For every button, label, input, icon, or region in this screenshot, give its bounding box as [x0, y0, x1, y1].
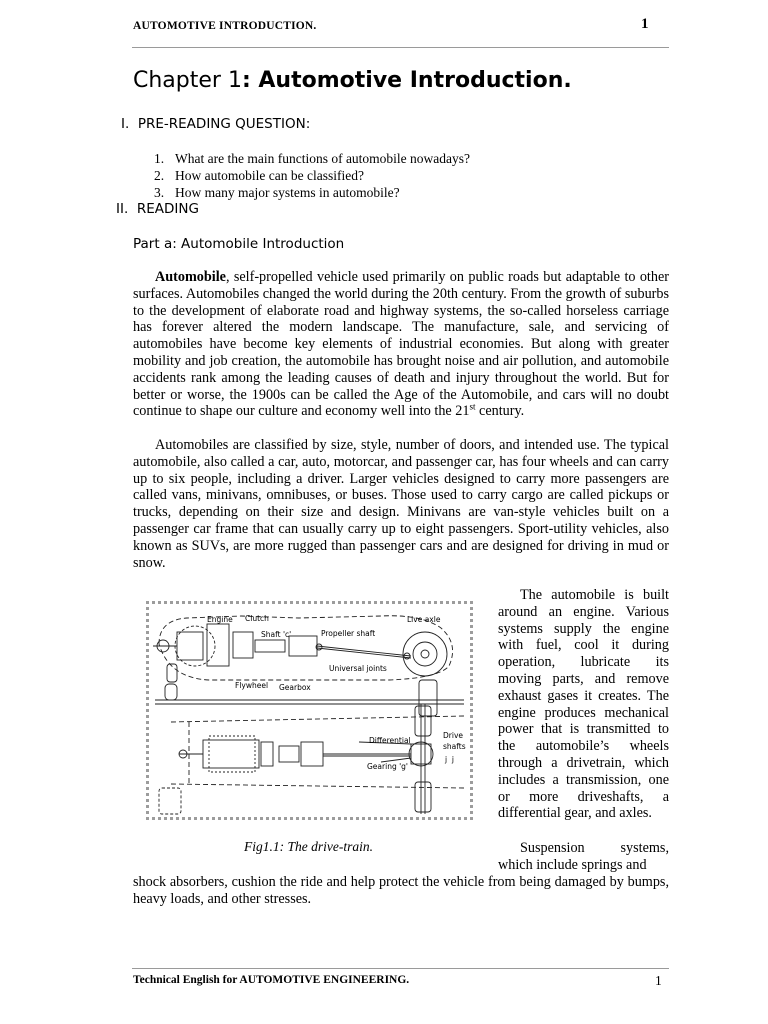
list-item-number: 1.	[154, 151, 165, 166]
section-heading-reading: II. READING	[116, 201, 199, 217]
paragraph-classification	[133, 437, 669, 571]
footer-page-number: 1	[655, 973, 662, 988]
list-item	[154, 167, 470, 184]
label-jj: j j	[445, 755, 454, 764]
label-drive: Drive	[443, 731, 463, 740]
label-universal-joints: Universal joints	[329, 664, 387, 673]
running-header-page-number: 1	[641, 16, 649, 32]
subsection-heading-part-a: Part a: Automobile Introduction	[133, 236, 345, 252]
paragraph-automobile-definition	[133, 269, 669, 420]
chapter-title	[133, 68, 572, 93]
question-list	[154, 150, 470, 201]
label-gearbox: Gearbox	[279, 683, 311, 692]
paragraph-text-end: century.	[475, 403, 525, 420]
chapter-title-prefix: Chapter 1	[133, 68, 242, 93]
paragraph-text: , self-propelled vehicle used primarily on public roads but adaptable to other surfaces. Automobiles changed the world during the 20th century. From the growth of suburbs to the development of elaborate road and highway systems, the so-called horseless carriage has forever altered the modern landscape. The manufacture, sale, and servicing of automobiles have become key elements of industrial economies. But along with greater mobility and job creation, the automobile has brought noise and air pollution, and automobile accidents rank among the leading causes of death and injury throughout the world. But for better or worse, the 1900s can be called the Age of the Automobile, and cars will no doubt continue to shape our culture and economy well into the 21	[133, 269, 669, 420]
paragraph-text: Suspension systems, which include springs and	[498, 840, 669, 873]
label-engine: Engine	[207, 615, 233, 624]
superscript: st	[469, 401, 476, 412]
label-differential: Differential	[369, 736, 411, 745]
paragraph-text: The automobile is built around an engine. Various systems supply the engine with fuel, cool it during operation, lubricate its moving parts, and remove exhaust gases it creates. The engine produces mechanical power that is transmitted to the automobile’s wheels through a drivetrain, which includes a transmission, one or more driveshafts, a differential gear, and axles.	[498, 587, 669, 822]
label-shaft-c: Shaft 'c'	[261, 630, 292, 639]
paragraph-engine	[498, 587, 669, 822]
label-clutch: Clutch	[245, 614, 269, 623]
list-item	[154, 150, 470, 167]
drive-train-diagram	[149, 604, 470, 817]
bold-term: Automobile	[155, 269, 226, 285]
list-item-text: What are the main functions of automobile nowadays?	[175, 151, 471, 166]
list-item-text: How automobile can be classified?	[175, 168, 364, 183]
label-gearing-g: Gearing 'g'	[367, 762, 408, 771]
list-item	[154, 184, 470, 201]
label-live-axle: Live axle	[407, 615, 441, 624]
running-header-title: AUTOMOTIVE INTRODUCTION.	[133, 20, 317, 32]
paragraph-suspension-rest: shock absorbers, cushion the ride and help protect the vehicle from being damaged by bumps, heavy loads, and other stresses.	[133, 874, 669, 907]
footer-rule	[132, 968, 669, 969]
label-flywheel: Flywheel	[235, 681, 269, 690]
list-item-number: 2.	[154, 168, 165, 183]
chapter-title-rest: : Automotive Introduction.	[241, 68, 572, 93]
paragraph-suspension-start	[498, 840, 669, 874]
header-rule	[132, 47, 669, 48]
drive-train-figure	[146, 601, 473, 820]
figure-caption: Fig1.1: The drive-train.	[244, 839, 373, 854]
list-item-text: How many major systems in automobile?	[175, 185, 400, 200]
list-item-number: 3.	[154, 185, 165, 200]
paragraph-text: Automobiles are classified by size, style, number of doors, and intended use. The typical automobile, also called a car, auto, motorcar, and passenger car, has four wheels and can carry up to six people, including a driver. Larger vehicles designed to carry more passengers are called vans, minivans, omnibuses, or buses. Those used to carry cargo are called pickups or trucks, depending on their size and design. Minivans are van-style vehicles built on a passenger car frame that can usually carry up to eight passengers. Sport-utility vehicles, also known as SUVs, are more rugged than passenger cars and are designed for driving in mud or snow.	[133, 437, 669, 571]
label-shafts: shafts	[443, 742, 466, 751]
section-heading-pre-reading: I. PRE-READING QUESTION:	[121, 116, 311, 132]
label-propeller-shaft: Propeller shaft	[321, 629, 376, 638]
footer-title: Technical English for AUTOMOTIVE ENGINEERING.	[133, 974, 410, 986]
